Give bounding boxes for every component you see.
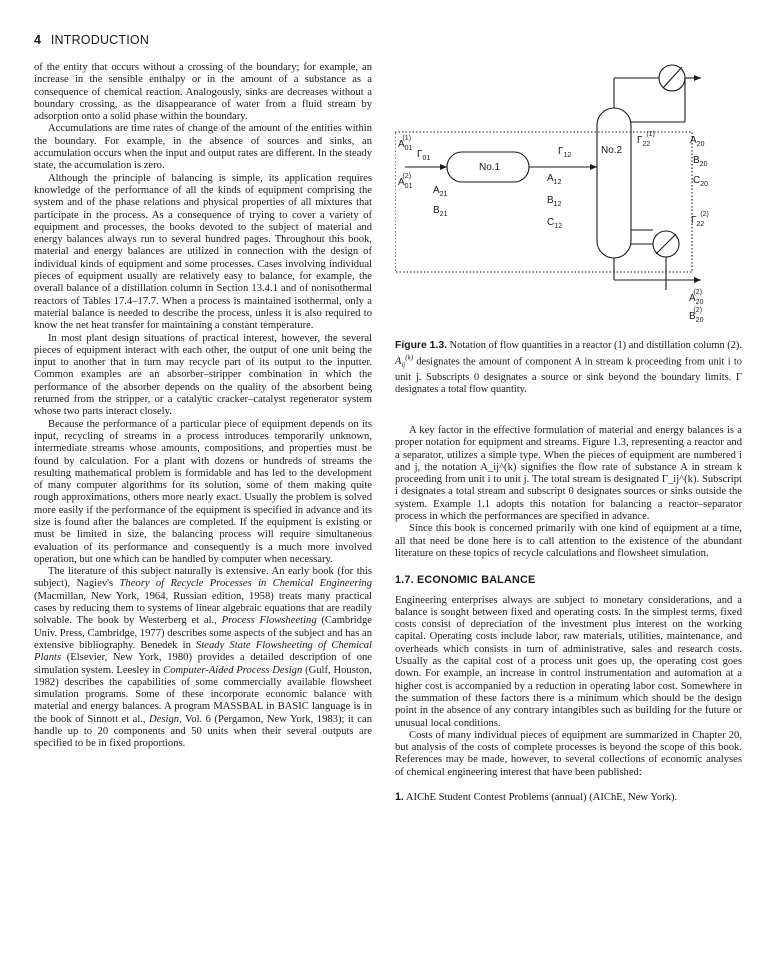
paragraph: Since this book is concerned primarily with one kind of equipment at a time, all that need be done here is to call attention to the existence of the abundant literature on these topics of recycle calculations and flowsheet simulation. [395,523,742,559]
text: (Cambridge Univ. Press, Cambridge, 1977) describes some aspects of the subject and has an extensive bibliography. Benedek in [34,615,372,651]
stream-label-A12: $A_{12}$ [547,173,562,186]
text: (Macmillan, New York, 1964, Russian edition, 1958) treats many practical cases by reducing them to systems of linear algebraic equations that are readily solvable. The book by Westerberg et al., [34,590,372,627]
text: (Gulf, Houston, 1982) describes the capabilities of some commercially available flowsheet simulation programs. Some of these incorporate economic balance with material and energy balances. A program MASSBAL in BASIC language is in the book of Sinnott et al., [34,664,372,725]
text: The literature of this subject naturally is extensive. An early book (for this subject), Nagiev's [34,566,372,590]
stream-label-B20: $B_{20}$ [693,155,708,168]
paragraph: Although the principle of balancing is simple, its application requires knowledge of the performance of all the kinds of equipment comprising the system and of the phase relations and physical properties of all mixtures that participate in the process. As a consequence of trying to cover a variety of equipment and processes, the books devoted to the subject of material and energy balances always run to several hundred pages. Throughout this book, material and energy balances are utilized in connection with the design of individual kinds of equipment and some processes. Cases involving individual pieces of equipment usually are relatively easy to balance, for example, the overall balance of a distillation column in Section 13.4.1 and of nonisothermal reactors of Tables 17.4–17.7. When a process is maintained isothermal, only a material balance is needed to describe the process, unless it is also required to know the net heat transfer for maintaining a constant temperature. [34,172,372,332]
paragraph: Costs of many individual pieces of equipment are summarized in Chapter 20, but analysis of the costs of complete processes is beyond the scope of this book. References may be made, however, to several collections of economic analyses of chemical engineering interest that have been published: [395,729,742,778]
running-title: INTRODUCTION [50,33,150,47]
reactor-label: No.1 [479,162,501,173]
paragraph: Accumulations are time rates of change of the amount of the entities within the boundary. For example, in the absence of sources and sinks, an accumulation occurs when the input and output rates are different. In the steady state, the accumulation is zero. [34,123,372,172]
stream-label-B21: $B_{21}$ [433,205,448,218]
stream-label-B20-2: $B_{20}^{(2)}$ [689,307,704,324]
book-title: Computer-Aided Process Design [163,664,303,676]
stream-label-G22: $\Gamma_{22}^{(1)}$ [637,131,655,148]
literature-paragraph [34,566,372,750]
book-title: Theory of Recycle Processes in Chemical Engineering [119,578,372,590]
stream-label-A01-2: $A_{01}^{(2)}$ [398,173,413,190]
left-column [34,62,372,751]
stream-label-A20: $A_{20}$ [690,135,705,148]
text: (Elsevier, New York, 1980) provides a detailed description of one simulation system. Leesley in [34,652,372,676]
paragraph: In most plant design situations of practical interest, however, the several pieces of equipment interact with each other, the output of one unit being the input to another that in turn may recycle part of its output to the inputter. Common examples are an absorber–stripper combination in which the performance of the absorber depends on the quality of the absorbent being returned from the stripper, or a catalytic cracker–catalyst regenerator system whose two parts interact closely. [34,332,372,418]
list-number: 1. [395,791,404,804]
stream-label-A20-2: $A_{20}^{(2)}$ [689,289,704,306]
stream-label-C20: $C_{20}$ [693,175,709,188]
stream-label-A01: $A_{01}^{(1)}$ [398,135,413,152]
text: , Vol. 6 (Pergamon, New York, 1983); it can handle up to 20 components and 50 units when their several outputs are specified to be in fixed proportions. [34,713,372,750]
stream-label-G12: $\Gamma_{12}$ [558,146,572,159]
list-text: AIChE Student Contest Problems (annual) (AIChE, New York). [403,792,678,804]
paragraph: Engineering enterprises always are subject to monetary considerations, and a balance is sought between fixed and operating costs. In the simplest terms, fixed costs consist of depreciation of the investment plus interest on the working capital. Operating costs include labor, raw materials, utilities, maintenance, and overheads which consists in turn of administrative, sales and research costs. Usually as the capital cost of a process unit goes up, the operating cost goes down. For example, an increase in control instrumentation and automation at a higher cost is accompanied by a reduction in operating labor cost. Somewhere in the summation of these factors there is a minimum which should be the design point in the absence of any contrary intangibles such as building for the future or unusual local conditions. [395,594,742,729]
book-title: Process Flowsheeting [221,615,317,627]
notation: $A_{ij}^{(k)}$ [395,354,414,370]
stream-label-G22-2: $\Gamma_{22}^{(2)}$ [691,211,709,228]
figure-1-3 [395,50,745,340]
list-item [395,791,742,804]
book-title: Steady State Flowsheeting of Chemical Plants [34,639,372,664]
section-heading: 1.7. ECONOMIC BALANCE [395,574,536,587]
page-header [34,33,149,47]
caption-text: designates the amount of component A in stream k proceeding from unit i to unit j. Subscripts 0 designates a source or sink beyond the boundary limits. Γ designates a total flow quantity. [395,356,742,395]
paragraph: Because the performance of a particular piece of equipment depends on its input, recycling of streams in a process introduces temporarily unknown, intermediate streams whose amounts, compositions, and properties must be found by calculation. For a plant with dozens or hundreds of streams the resulting mathematical problem is formidable and has led to the development of many computer algorithms for its solution, some of them making quite rough approximations, others more nearly exact. Usually the problem is solved more easily if the performance of the equipment is specified in advance and its size is found after the balances are completed. If the equipment is existing or must be limited in size, the balancing process will require simultaneous evaluation of its performance and consequently is a much more involved operation, but one which can be handled by computer when necessary. [34,418,372,565]
stream-label-G01: $\Gamma_{01}$ [417,149,431,162]
column-unit [597,108,631,258]
stream-label-A21: $A_{21}$ [433,185,448,198]
boundary-box [395,132,692,272]
paragraph: of the entity that occurs without a crossing of the boundary; for example, an increase in the sensible enthalpy or in the amount of a substance as a consequence of chemical reaction. Analogously, sinks are decreases without a boundary crossing, as the disappearance of water from a fluid stream by adsorption onto a solid phase within the boundary. [34,62,372,123]
caption-text: Notation of flow quantities in a reactor (1) and distillation column (2). [447,340,742,351]
stream-label-C12: $C_{12}$ [547,217,563,230]
column-label: No.2 [601,145,623,156]
right-column [395,425,742,804]
caption-label: Figure 1.3. [395,340,447,351]
stream-label-B12: $B_{12}$ [547,195,562,208]
page-number: 4 [34,33,42,47]
figure-caption [395,340,742,396]
paragraph: A key factor in the effective formulation of material and energy balances is a proper notation for equipment and streams. Figure 1.3, representing a reactor and a separator, utilizes a simple type. When the pieces of equipment are numbered i and j, the notation A_ij^(k) signifies the flow rate of substance A in stream k proceeding from unit i to unit j. The total stream is designated Γ_ij^(k). Subscript i designates a total stream and subscript 0 designates sources or sinks outside the system. Example 1.1 adopts this notation for balancing a reactor–separator process in which the performances are specified in advance. [395,425,742,523]
book-title: Design [149,713,180,725]
